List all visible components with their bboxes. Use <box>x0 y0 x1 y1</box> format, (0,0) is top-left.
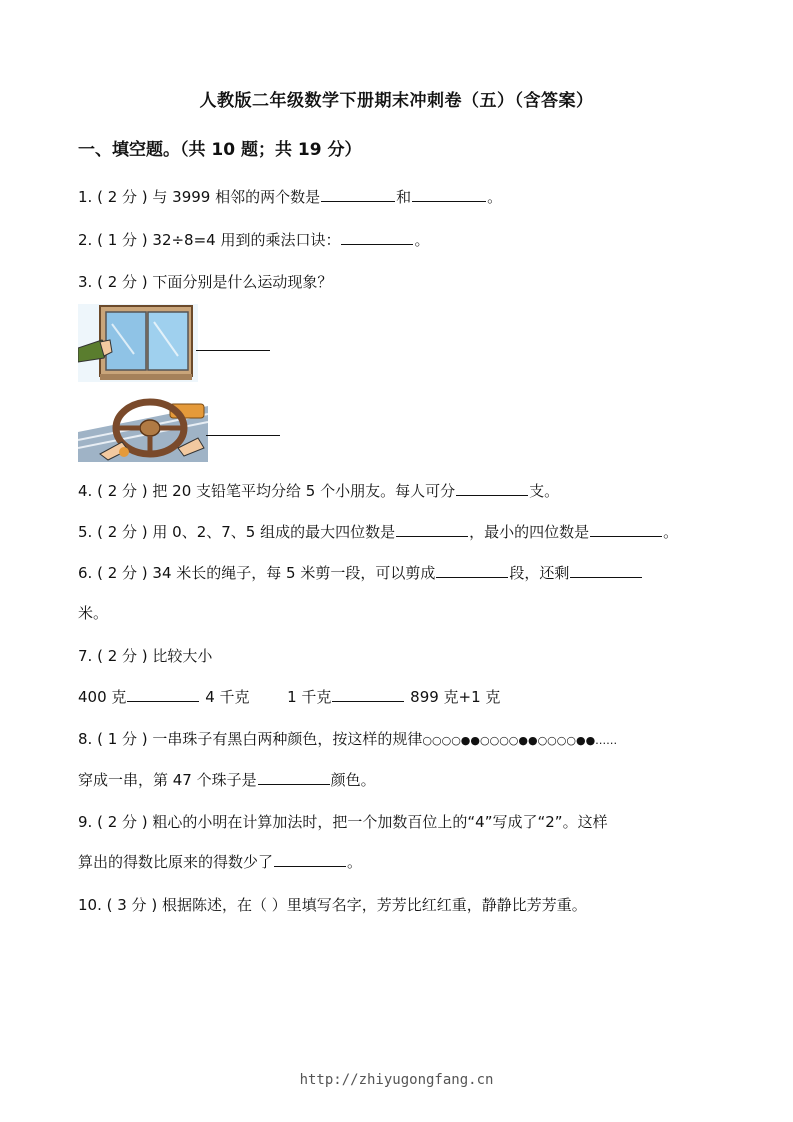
steering-wheel-icon <box>78 392 208 466</box>
question-8-line-2-suffix: 颜色。 <box>330 771 376 789</box>
question-4-text: 4. ( 2 分 ) 把 20 支铅笔平均分给 5 个小朋友。每人可分 <box>78 482 456 500</box>
question-6-text: 6. ( 2 分 ) 34 米长的绳子，每 5 米剪一段，可以剪成 <box>78 564 436 582</box>
question-3-blank-2[interactable] <box>205 421 281 440</box>
question-5 <box>78 521 678 542</box>
question-9-line-2-suffix: 。 <box>347 853 363 871</box>
question-3-blank-1[interactable] <box>195 336 271 355</box>
compare-b-left: 1 千克 <box>287 688 332 706</box>
answer-blank[interactable] <box>332 687 404 702</box>
footer-url: http://zhiyugongfang.cn <box>299 1072 494 1088</box>
question-2 <box>78 229 430 250</box>
question-6-line-2: 米。 <box>78 604 109 622</box>
page-title: 人教版二年级数学下册期末冲刺卷（五）（含答案） <box>199 91 594 111</box>
question-9-line-2 <box>78 851 362 872</box>
answer-blank[interactable] <box>341 230 413 245</box>
question-1 <box>78 186 502 207</box>
question-1-mid: 和 <box>396 188 412 206</box>
answer-blank[interactable] <box>127 687 199 702</box>
answer-blank[interactable] <box>258 770 330 785</box>
question-8 <box>78 728 617 749</box>
compare-a-right: 4 千克 <box>205 688 250 706</box>
compare-a-left: 400 克 <box>78 688 127 706</box>
question-5-mid: ，最小的四位数是 <box>469 523 590 541</box>
question-7: 7. ( 2 分 ) 比较大小 <box>78 647 213 665</box>
section-heading: 一、填空题。（共 10 题；共 19 分） <box>78 140 362 160</box>
question-9: 9. ( 2 分 ) 粗心的小明在计算加法时，把一个加数百位上的“4”写成了“2”。这样 <box>78 813 608 831</box>
question-5-text: 5. ( 2 分 ) 用 0、2、7、5 组成的最大四位数是 <box>78 523 396 541</box>
question-2-text: 2. ( 1 分 ) 32÷8=4 用到的乘法口诀： <box>78 231 341 249</box>
question-2-suffix: 。 <box>414 231 430 249</box>
answer-blank[interactable] <box>456 481 528 496</box>
question-1-suffix: 。 <box>487 188 503 206</box>
question-6 <box>78 562 643 583</box>
compare-b-right: 899 克+1 克 <box>410 688 501 706</box>
question-3: 3. ( 2 分 ) 下面分别是什么运动现象？ <box>78 273 333 291</box>
answer-blank[interactable] <box>570 563 642 578</box>
question-4 <box>78 480 559 501</box>
question-8-line-2 <box>78 769 376 790</box>
bead-pattern: ○○○○●●○○○○●●○○○○●●…… <box>422 734 618 747</box>
answer-blank[interactable] <box>436 563 508 578</box>
question-4-suffix: 支。 <box>529 482 560 500</box>
window-icon <box>78 304 198 386</box>
answer-blank[interactable] <box>274 852 346 867</box>
answer-blank[interactable] <box>396 522 468 537</box>
answer-blank[interactable] <box>206 421 280 436</box>
question-7-compare <box>78 686 500 707</box>
question-8-line-2-text: 穿成一串，第 47 个珠子是 <box>78 771 257 789</box>
answer-blank[interactable] <box>321 187 395 202</box>
answer-blank[interactable] <box>412 187 486 202</box>
question-6-mid: 段，还剩 <box>509 564 570 582</box>
question-10: 10. ( 3 分 ) 根据陈述，在（ ）里填写名字，芳芳比红红重，静静比芳芳重。 <box>78 896 587 914</box>
answer-blank[interactable] <box>196 336 270 351</box>
question-9-line-2-text: 算出的得数比原来的得数少了 <box>78 853 274 871</box>
question-1-text: 1. ( 2 分 ) 与 3999 相邻的两个数是 <box>78 188 321 206</box>
question-8-text: 8. ( 1 分 ) 一串珠子有黑白两种颜色，按这样的规律 <box>78 730 423 748</box>
answer-blank[interactable] <box>590 522 662 537</box>
question-5-suffix: 。 <box>663 523 679 541</box>
